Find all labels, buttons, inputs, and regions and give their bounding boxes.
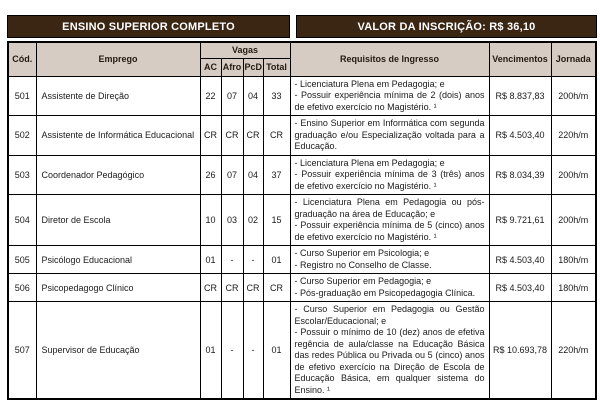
cell-vagas-total: 01 (263, 246, 290, 274)
col-header-jornada: Jornada (551, 42, 596, 76)
cell-jornada: 220h/m (551, 116, 596, 156)
col-header-pcd: PcD (243, 58, 263, 76)
col-header-afro: Afro (221, 58, 243, 76)
table-title-row (7, 15, 597, 38)
cell-vagas-afro: 07 (221, 76, 243, 116)
cell-requisitos (290, 302, 489, 400)
requisito-item: - Licenciatura Plena em Pedagogia; e (294, 78, 445, 89)
cell-requisitos (290, 274, 489, 302)
cell-vagas-total: 33 (263, 76, 290, 116)
table-body (8, 76, 596, 399)
cell-requisitos (290, 76, 489, 116)
cell-emprego: Psicopedagogo Clínico (36, 274, 200, 302)
cell-vencimentos: R$ 4.503,40 (489, 274, 551, 302)
cell-vencimentos: R$ 8.837,83 (489, 76, 551, 116)
cell-jornada: 180h/m (551, 274, 596, 302)
cell-requisitos (290, 116, 489, 156)
cell-vagas-ac: 01 (200, 302, 221, 400)
cell-vagas-ac: 26 (200, 155, 221, 195)
requisito-item: - Possuir experiência mínima de 3 (três) anos de efetivo exercício no Magistério. ¹ (294, 169, 485, 191)
vacancies-table (7, 41, 597, 400)
cell-cod: 504 (8, 195, 36, 246)
cell-vagas-ac: CR (200, 274, 221, 302)
cell-vagas-ac: CR (200, 116, 221, 156)
cell-requisitos (290, 246, 489, 274)
cell-jornada: 200h/m (551, 155, 596, 195)
requisito-item: - Pós-graduação em Psicopedagogia Clínica. (294, 287, 476, 298)
cell-cod: 501 (8, 76, 36, 116)
table-row (8, 116, 596, 156)
table-header (8, 42, 596, 76)
cell-emprego: Supervisor de Educação (36, 302, 200, 400)
requisito-item: - Possuir experiência mínima de 2 (dois) anos de efetivo exercício no Magistério. ¹ (294, 90, 485, 112)
cell-vagas-pcd: - (243, 302, 263, 400)
cell-vagas-total: 01 (263, 302, 290, 400)
requisito-item: - Curso Superior em Pedagogia ou Gestão Escolar/Educacional; e (294, 304, 485, 326)
cell-cod: 502 (8, 116, 36, 156)
cell-vagas-pcd: 02 (243, 195, 263, 246)
requisito-item: - Registro no Conselho de Classe. (294, 259, 432, 270)
cell-vencimentos: R$ 10.693,78 (489, 302, 551, 400)
col-header-total: Total (263, 58, 290, 76)
table-row (8, 155, 596, 195)
cell-vagas-ac: 10 (200, 195, 221, 246)
cell-vagas-total: 37 (263, 155, 290, 195)
cell-vagas-ac: 01 (200, 246, 221, 274)
requisito-item: - Curso Superior em Pedagogia; e (294, 276, 432, 286)
cell-emprego: Diretor de Escola (36, 195, 200, 246)
cell-vagas-pcd: CR (243, 116, 263, 156)
inscription-value-title: VALOR DA INSCRIÇÃO: R$ 36,10 (296, 15, 597, 38)
cell-jornada: 180h/m (551, 246, 596, 274)
cell-vagas-afro: CR (221, 116, 243, 156)
requisito-item: - Licenciatura Plena em Pedagogia; e (294, 157, 445, 168)
col-header-ac: AC (200, 58, 221, 76)
cell-vagas-afro: - (221, 246, 243, 274)
cell-jornada: 200h/m (551, 76, 596, 116)
cell-cod: 503 (8, 155, 36, 195)
cell-vagas-total: CR (263, 116, 290, 156)
education-level-title: ENSINO SUPERIOR COMPLETO (7, 15, 290, 38)
cell-requisitos (290, 195, 489, 246)
cell-emprego: Coordenador Pedagógico (36, 155, 200, 195)
requisito-item: - Possuir o mínimo de 10 (dez) anos de efetiva regência de aula/classe na Educação Básica das redes Pública ou Privada ou 5 (cinco) anos de efetivo exercício na Direção de Escola de Educação Básica, em qualquer sistema do Ensino. ¹ (294, 327, 485, 395)
col-header-requisitos: Requisitos de Ingresso (290, 42, 489, 76)
cell-vagas-ac: 22 (200, 76, 221, 116)
cell-vagas-afro: - (221, 302, 243, 400)
cell-jornada: 220h/m (551, 302, 596, 400)
table-row (8, 195, 596, 246)
col-header-emprego: Emprego (36, 42, 200, 76)
cell-vagas-afro: 07 (221, 155, 243, 195)
cell-vagas-total: 15 (263, 195, 290, 246)
cell-vencimentos: R$ 4.503,40 (489, 116, 551, 156)
col-header-cod: Cód. (8, 42, 36, 76)
cell-vagas-afro: 03 (221, 195, 243, 246)
vacancies-table-sheet (7, 15, 597, 400)
col-header-vagas: Vagas (200, 42, 290, 58)
cell-vagas-pcd: 04 (243, 155, 263, 195)
cell-emprego: Assistente de Direção (36, 76, 200, 116)
col-header-vencimentos: Vencimentos (489, 42, 551, 76)
table-row (8, 274, 596, 302)
table-row (8, 76, 596, 116)
cell-vencimentos: R$ 8.034,39 (489, 155, 551, 195)
table-row (8, 302, 596, 400)
table-row (8, 246, 596, 274)
requisito-item: - Possuir experiência mínima de 5 (cinco) anos de efetivo exercício no Magistério. ¹ (294, 220, 485, 242)
cell-cod: 507 (8, 302, 36, 400)
cell-vagas-pcd: 04 (243, 76, 263, 116)
requisito-item: - Licenciatura Plena em Pedagogia ou pós-graduação na área de Educação; e (294, 197, 485, 219)
requisito-item: - Ensino Superior em Informática com segunda graduação e/ou Especialização voltada para a Educação. (294, 118, 485, 151)
cell-jornada: 200h/m (551, 195, 596, 246)
cell-vencimentos: R$ 9.721,61 (489, 195, 551, 246)
cell-vagas-pcd: - (243, 246, 263, 274)
cell-emprego: Assistente de Informática Educacional (36, 116, 200, 156)
cell-emprego: Psicólogo Educacional (36, 246, 200, 274)
requisito-item: - Curso Superior em Psicologia; e (294, 248, 430, 258)
cell-vagas-total: CR (263, 274, 290, 302)
cell-vagas-pcd: CR (243, 274, 263, 302)
cell-vencimentos: R$ 4.503,40 (489, 246, 551, 274)
cell-requisitos (290, 155, 489, 195)
cell-cod: 505 (8, 246, 36, 274)
cell-cod: 506 (8, 274, 36, 302)
cell-vagas-afro: CR (221, 274, 243, 302)
